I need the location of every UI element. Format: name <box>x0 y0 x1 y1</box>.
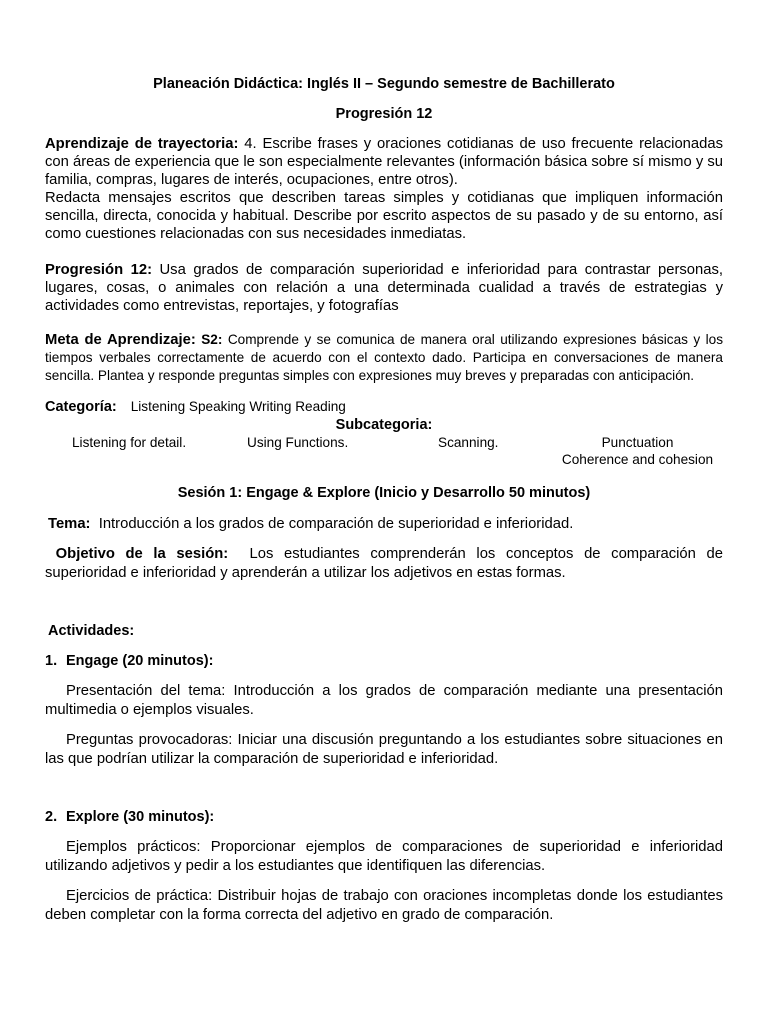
meta-code: S2: <box>195 332 223 347</box>
subcategoria-item: Using Functions. <box>247 435 349 450</box>
aprendizaje-section <box>45 135 723 243</box>
progression-title: Progresión 12 <box>335 106 433 122</box>
aprendizaje-text: 4. Escribe frases y oraciones cotidianas de uso frecuente relacionadas con áreas de experiencia que le son especialmente relevantes (información básica sobre sí mismo y su familia, compras, lugares de interés, ocupaciones, entre otros). <box>45 136 723 188</box>
subcategoria-item-group <box>560 434 715 468</box>
aprendizaje-label: Aprendizaje de trayectoria: <box>45 136 239 152</box>
subcategoria-item: Coherence and cohesion <box>561 452 714 467</box>
tema-label: Tema: <box>48 516 91 532</box>
progresion-section <box>45 261 723 315</box>
progresion-text: Usa grados de comparación superioridad e inferioridad para contrastar personas, lugares, cosas, o animales con relación a una determinada cualidad a través de estrategias y actividades como entrevistas, reportajes, y fotografías <box>45 262 723 314</box>
explore-paragraph-2: Ejercicios de práctica: Distribuir hojas de trabajo con oraciones incompletas donde los estudiantes deben completar con la forma correcta del adjetivo en grado de comparación. <box>45 888 723 923</box>
document-title: Planeación Didáctica: Inglés II – Segundo semestre de Bachillerato <box>153 76 615 92</box>
engage-number: 1. <box>45 653 58 669</box>
engage-paragraph-1: Presentación del tema: Introducción a los grados de comparación mediante una presentación multimedia o ejemplos visuales. <box>45 683 723 718</box>
explore-paragraph-1: Ejemplos prácticos: Proporcionar ejemplos de comparaciones de superioridad e inferioridad utilizando adjetivos y pedir a los estudiantes que identifiquen las diferencias. <box>45 839 723 874</box>
explore-heading <box>45 809 214 825</box>
subcategoria-label: Subcategoria: <box>335 417 433 433</box>
subcategoria-item: Listening for detail. <box>72 435 187 450</box>
categoria-value: Listening Speaking Writing Reading <box>130 399 346 414</box>
explore-number: 2. <box>45 809 58 825</box>
session-title: Sesión 1: Engage & Explore (Inicio y Desarrollo 50 minutos) <box>177 485 591 501</box>
meta-label: Meta de Aprendizaje: <box>45 332 196 348</box>
explore-title: Explore (30 minutos): <box>66 809 215 825</box>
engage-title: Engage (20 minutos): <box>66 653 214 669</box>
actividades-heading: Actividades: <box>48 623 135 639</box>
tema-row <box>48 515 723 533</box>
subcategoria-item: Scanning. <box>438 435 499 450</box>
categoria-row <box>45 399 346 415</box>
meta-section <box>45 331 723 385</box>
tema-text: Introducción a los grados de comparación de superioridad e inferioridad. <box>90 516 574 532</box>
aprendizaje-text-2: Redacta mensajes escritos que describen tareas simples y cotidianas que impliquen información sencilla, directa, conocida y habitual. Describe por escrito aspectos de su pasado y de su entorno, así como cuestiones relacionadas con sus necesidades inmediatas. <box>45 190 723 242</box>
engage-heading <box>45 653 213 669</box>
engage-paragraph-2: Preguntas provocadoras: Iniciar una discusión preguntando a los estudiantes sobre situaciones en las que podrían utilizar la comparación de superioridad e inferioridad. <box>45 732 723 767</box>
subcategoria-item: Punctuation <box>601 435 674 450</box>
progresion-label: Progresión 12: <box>45 262 152 278</box>
objetivo-row <box>45 545 728 583</box>
objetivo-text: Los estudiantes comprenderán los conceptos de comparación de superioridad e inferioridad y aprenderán a utilizar los adjetivos en estas formas. <box>45 546 728 581</box>
meta-text: Comprende y se comunica de manera oral utilizando expresiones básicas y los tiempos verbales correctamente de acuerdo con el contexto dado. Participa en conversaciones de manera sencilla. Plantea y responde preguntas simples con expresiones muy breves y preparadas con anticipación. <box>45 332 724 383</box>
categoria-label: Categoría: <box>45 399 117 415</box>
objetivo-label: Objetivo de la sesión: <box>55 546 229 562</box>
